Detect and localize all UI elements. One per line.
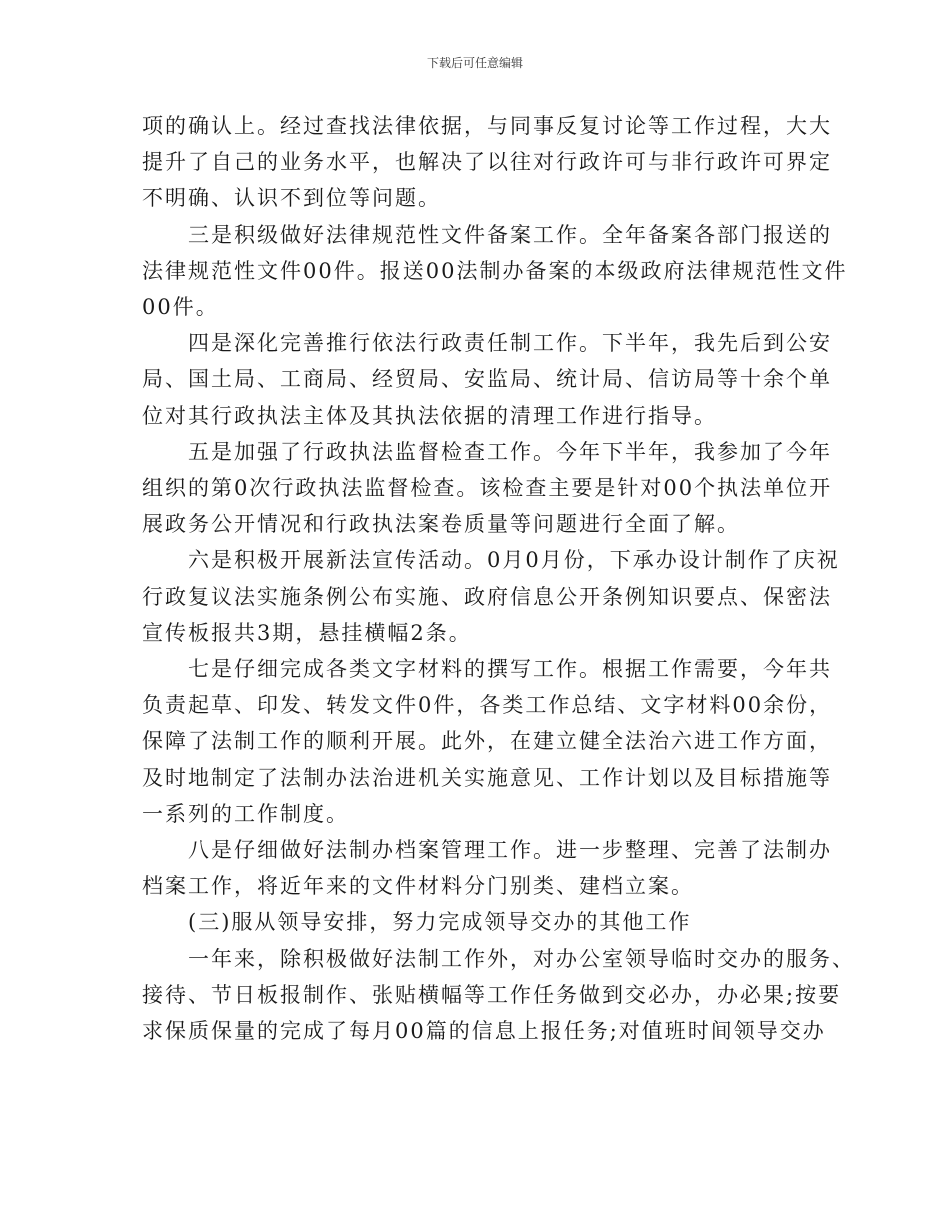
text-line: 提升了自己的业务水平，也解决了以往对行政许可与非行政许可界定 [142,150,832,175]
text-line: 五是加强了行政执法监督检查工作。今年下半年，我参加了今年 [188,439,832,464]
text-line: (三)服从领导安排，努力完成领导交办的其他工作 [188,910,692,935]
text-line: 六是积极开展新法宣传活动。0月0月份，下承办设计制作了庆祝 [188,548,840,573]
text-line: 求保质保量的完成了每月00篇的信息上报任务;对值班时间领导交办 [142,1019,826,1044]
text-line: 组织的第0次行政执法监督检查。该检查主要是针对00个执法单位开 [142,476,833,501]
text-line: 及时地制定了法制办法治进机关实施意见、工作计划以及目标措施等 [142,765,832,790]
text-line: 法律规范性文件00件。报送00法制办备案的本级政府法律规范性文件 [142,258,848,283]
text-line: 一年来，除积极做好法制工作外，对办公室领导临时交办的服务、 [188,946,855,971]
text-line: 宣传板报共3期，悬挂横幅2条。 [142,620,472,645]
text-line: 档案工作，将近年来的文件材料分门别类、建档立案。 [142,874,694,899]
text-line: 负责起草、印发、转发文件0件，各类工作总结、文字材料00余份， [142,693,833,718]
text-line: 八是仔细做好法制办档案管理工作。进一步整理、完善了法制办 [188,838,832,863]
text-line: 行政复议法实施条例公布实施、政府信息公开条例知识要点、保密法 [142,584,832,609]
text-line: 接待、节日板报制作、张贴横幅等工作任务做到交必办，办必果;按要 [142,982,842,1007]
text-line: 保障了法制工作的顺利开展。此外，在建立健全法治六进工作方面， [142,729,832,754]
text-line: 局、国土局、工商局、经贸局、安监局、统计局、信访局等十余个单 [142,367,832,392]
body-text [142,108,855,1049]
text-line: 00件。 [142,295,219,320]
text-line: 不明确、认识不到位等问题。 [142,186,441,211]
text-line: 一系列的工作制度。 [142,801,349,826]
text-line: 四是深化完善推行依法行政责任制工作。下半年，我先后到公安 [188,331,832,356]
text-line: 三是积级做好法律规范性文件备案工作。全年备案各部门报送的 [188,222,832,247]
page-header: 下载后可任意编辑 [426,56,523,70]
text-line: 展政务公开情况和行政执法案卷质量等问题进行全面了解。 [142,512,740,537]
text-line: 位对其行政执法主体及其执法依据的清理工作进行指导。 [142,403,717,428]
text-line: 项的确认上。经过查找法律依据，与同事反复讨论等工作过程，大大 [142,114,832,138]
text-line: 七是仔细完成各类文字材料的撰写工作。根据工作需要，今年共 [188,657,832,682]
